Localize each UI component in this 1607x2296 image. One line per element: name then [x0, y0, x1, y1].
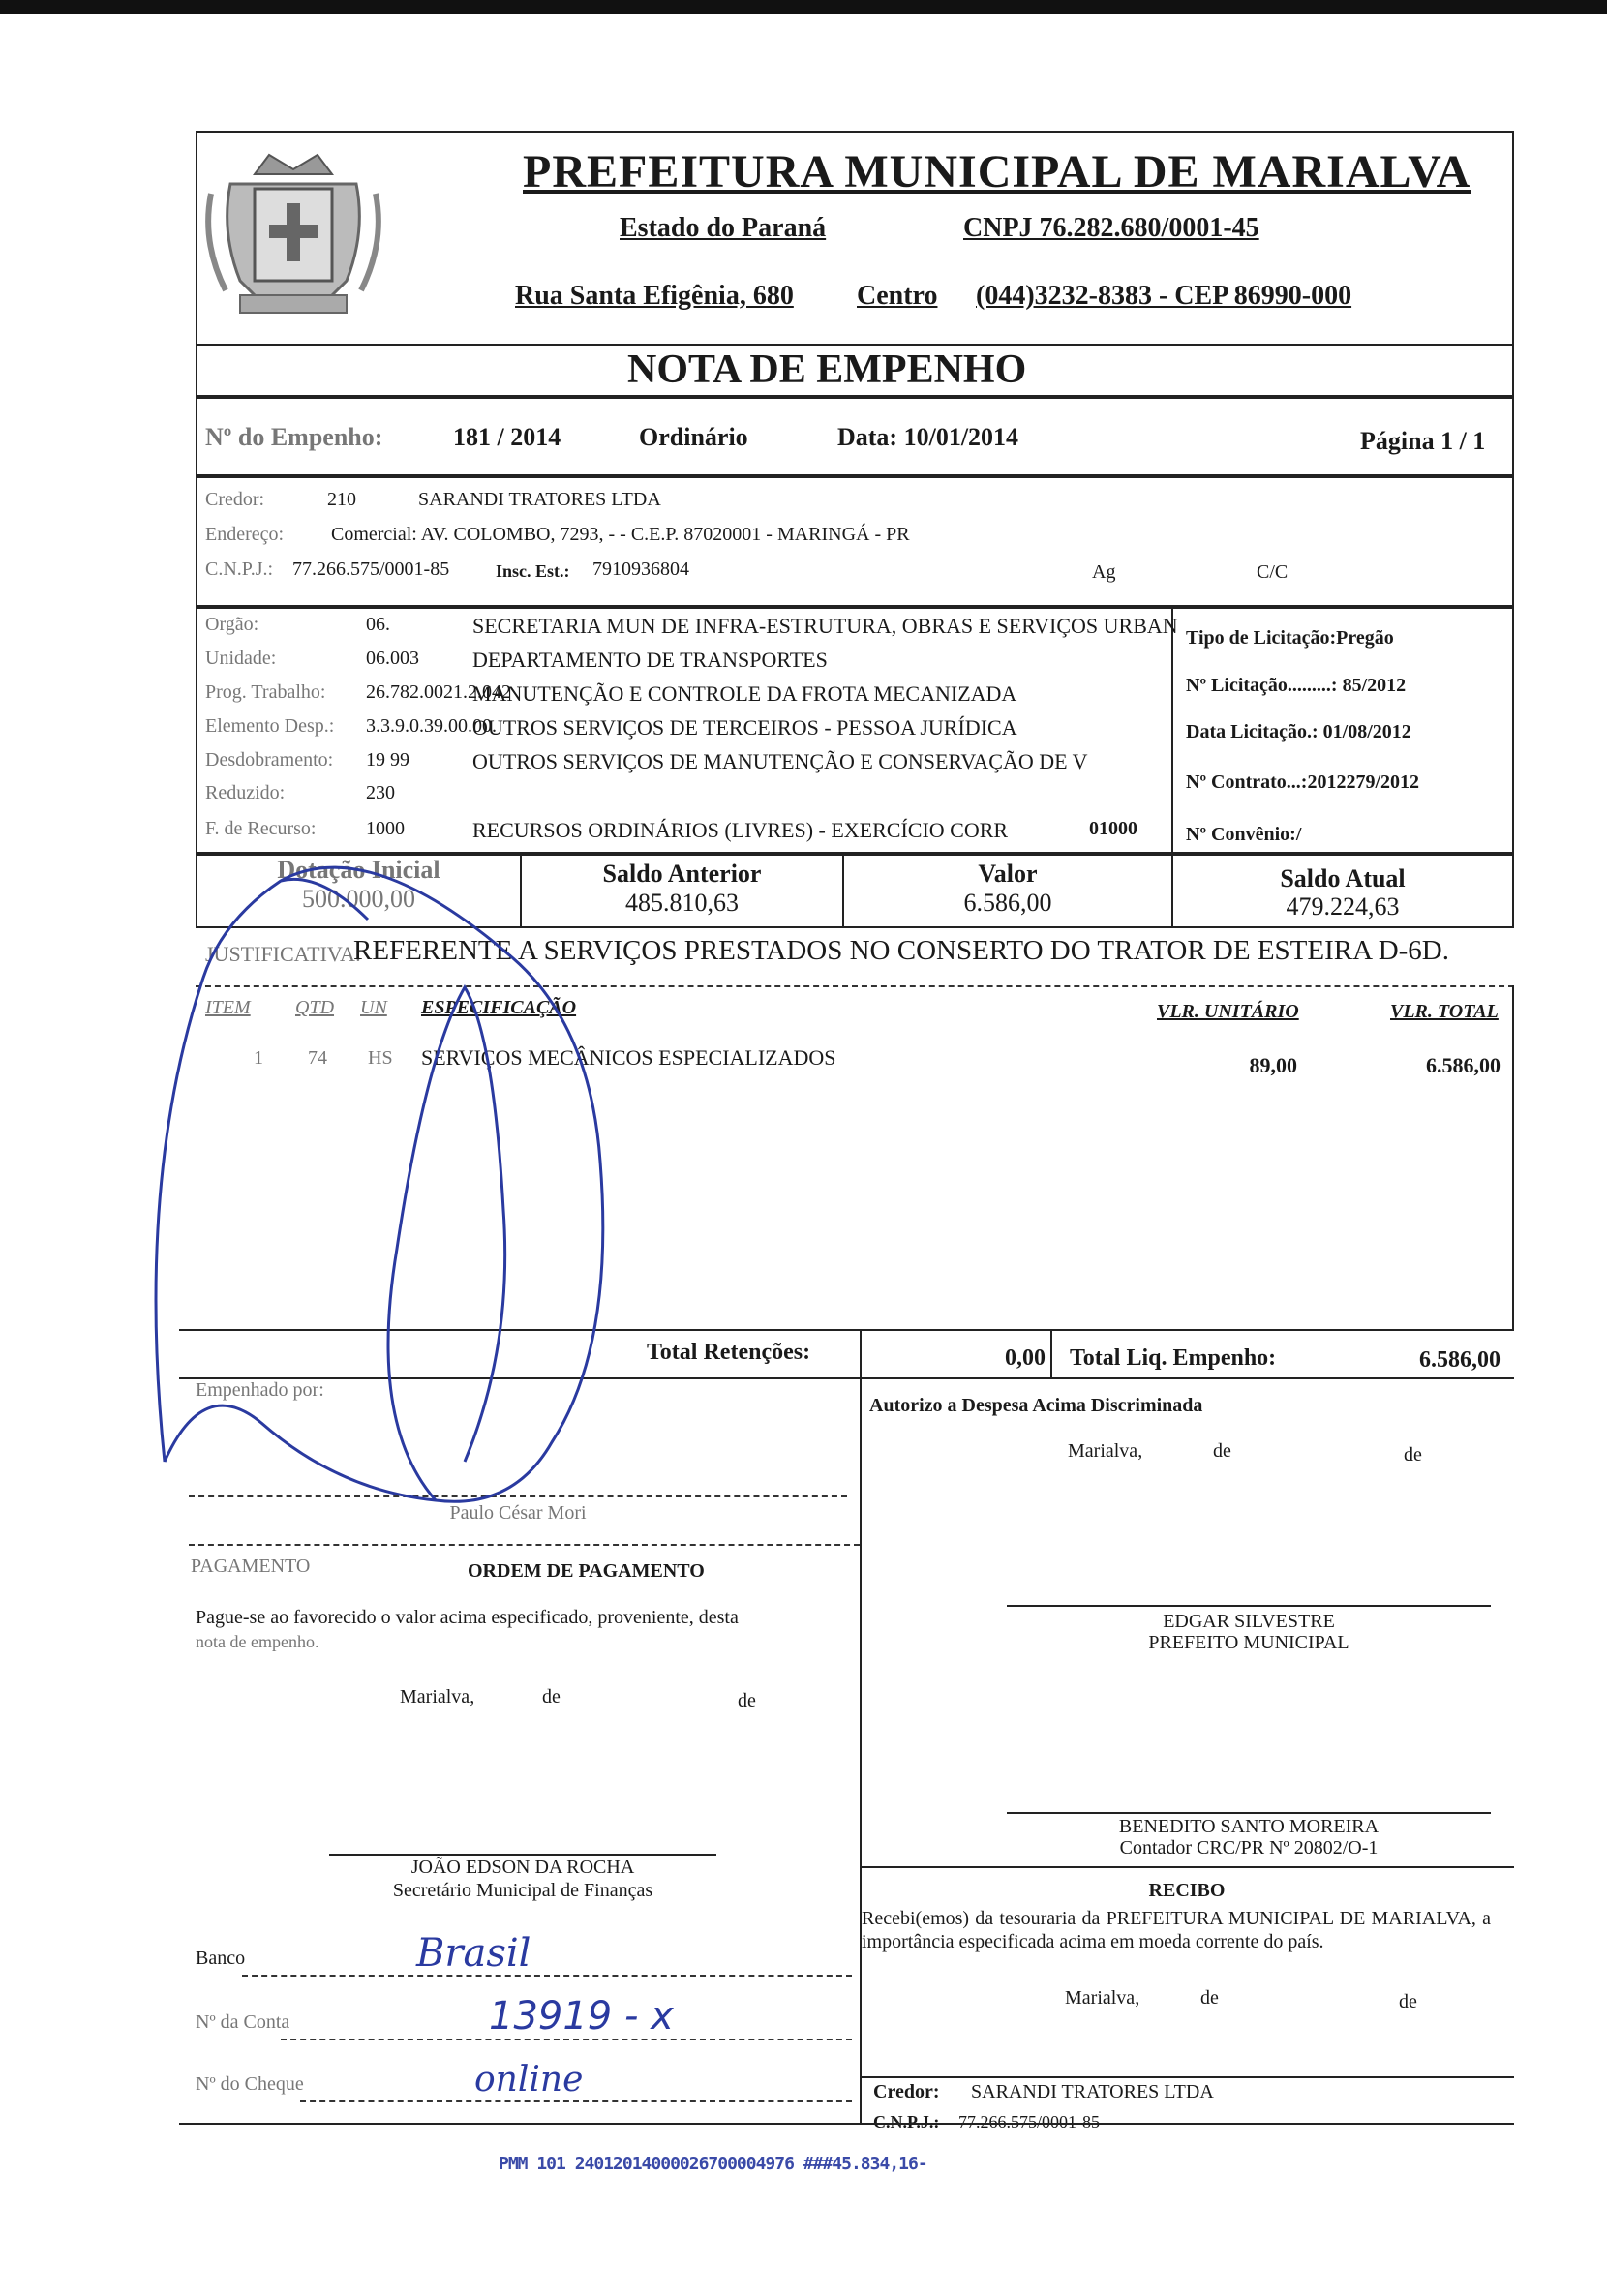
recibo-signature-line — [860, 2076, 1514, 2078]
pagamento-de-2: de — [738, 1690, 756, 1711]
dotacao-code: 1000 — [366, 818, 405, 839]
mechanical-stamp: PMM 101 24012014000026700004976 ###45.834,16- — [499, 2154, 927, 2174]
items-right-edge — [1512, 985, 1514, 1329]
empenhado-name: Paulo César Mori — [449, 1502, 587, 1524]
dotacao-label: Elemento Desp.: — [205, 715, 335, 737]
coat-of-arms-logo — [201, 136, 385, 329]
prefeito-signature-line — [1007, 1605, 1491, 1607]
recibo-cnpj-label: C.N.P.J.: — [873, 2112, 940, 2131]
credor-code: 210 — [327, 489, 356, 510]
pagamento-city: Marialva, — [400, 1686, 475, 1707]
conta-handwriting: 13919 - x — [489, 1994, 674, 2039]
totals-divider-2 — [1050, 1329, 1052, 1377]
handwritten-signature — [145, 842, 745, 1520]
contador-signature-line — [1007, 1812, 1491, 1814]
conta-label: Nº da Conta — [196, 2011, 290, 2033]
col-spec: ESPECIFICAÇÃO — [421, 997, 577, 1018]
row-spec: SERVIÇOS MECÂNICOS ESPECIALIZADOS — [421, 1045, 836, 1070]
address-label: Rua Santa Efigênia, 680 — [515, 281, 794, 311]
signature-stroke-3 — [281, 879, 368, 920]
recibo-de-1: de — [1200, 1987, 1219, 2009]
empenhado-label: Empenhado por: — [196, 1379, 324, 1401]
dotacao-code: 06. — [366, 614, 390, 635]
banco-line — [242, 1975, 852, 1977]
empenho-number-label: Nº do Empenho: — [205, 423, 383, 451]
licitacao-divider — [1171, 607, 1173, 854]
empenho-number: 181 / 2014 — [453, 423, 561, 451]
dotacao-desc: OUTROS SERVIÇOS DE MANUTENÇÃO E CONSERVAÇÃO DE V — [472, 749, 1088, 773]
empenho-type: Ordinário — [639, 423, 748, 451]
page-number: Página 1 / 1 — [1360, 427, 1486, 455]
saldo-atual-value: 479.224,63 — [1286, 892, 1400, 921]
prefeito-role: PREFEITO MUNICIPAL — [1148, 1632, 1349, 1653]
row-total: 6.586,00 — [1426, 1053, 1501, 1077]
recibo-title: RECIBO — [1148, 1880, 1226, 1901]
convenio-number: Nº Convênio:/ — [1186, 824, 1302, 845]
dotacao-code: 26.782.0021.2.042 — [366, 681, 511, 703]
contador-name: BENEDITO SANTO MOREIRA — [1118, 1816, 1380, 1837]
phone-cep-label: (044)3232-8383 - CEP 86990-000 — [976, 281, 1352, 311]
row-unit-price: 89,00 — [1249, 1053, 1297, 1077]
pagamento-top-line — [189, 1544, 860, 1546]
credor-address: Comercial: AV. COLOMBO, 7293, - - C.E.P. 87020001 - MARINGÁ - PR — [331, 524, 910, 545]
row-item: 1 — [254, 1047, 263, 1069]
justificativa-label: JUSTIFICATIVA: — [205, 942, 361, 966]
credor-ie: 7910936804 — [592, 559, 689, 580]
autorizo-city: Marialva, — [1068, 1440, 1143, 1462]
secretario-signature-line — [329, 1854, 716, 1856]
dotacao-label: F. de Recurso: — [205, 818, 317, 839]
contador-role: Contador CRC/PR Nº 20802/O-1 — [1119, 1837, 1379, 1858]
ie-label: Insc. Est.: — [496, 561, 570, 581]
recibo-text: Recebi(emos) da tesouraria da PREFEITURA MUNICIPAL DE MARIALVA, a importância especificada acima em moeda corrente do país. — [862, 1908, 1491, 1952]
banco-label: Banco — [196, 1948, 246, 1969]
licitacao-number: Nº Licitação.........: 85/2012 — [1186, 675, 1407, 696]
dotacao-label: Prog. Trabalho: — [205, 681, 326, 703]
agency-label: Ag — [1092, 561, 1116, 583]
district-label: Centro — [857, 281, 938, 311]
prefeito-name: EDGAR SILVESTRE — [1163, 1611, 1335, 1632]
empenho-date: Data: 10/01/2014 — [837, 423, 1019, 451]
scan-top-edge — [0, 0, 1607, 14]
dotacao-label: Orgão: — [205, 614, 259, 635]
recibo-city: Marialva, — [1065, 1987, 1140, 2009]
licitacao-type: Tipo de Licitação:Pregão — [1186, 627, 1394, 649]
valor-value: 6.586,00 — [963, 889, 1052, 917]
autorizo-title: Autorizo a Despesa Acima Discriminada — [869, 1395, 1203, 1416]
pagamento-text-2: nota de empenho. — [196, 1632, 319, 1651]
dotacao-code: 19 99 — [366, 749, 409, 770]
account-label: C/C — [1257, 561, 1289, 583]
licitacao-date: Data Licitação.: 01/08/2012 — [1186, 721, 1411, 742]
dotacao-code: 3.3.9.0.39.00.00. — [366, 715, 497, 737]
cheque-line — [300, 2100, 852, 2102]
dotacao-label: Unidade: — [205, 648, 277, 669]
recibo-de-2: de — [1399, 1991, 1417, 2012]
credor-name: SARANDI TRATORES LTDA — [418, 489, 661, 510]
retencoes-value: 0,00 — [1005, 1345, 1046, 1371]
dotacao-inicial-label: Dotação Inicial — [277, 856, 440, 884]
total-liquido-value: 6.586,00 — [1419, 1347, 1501, 1373]
dotacao-code: 06.003 — [366, 648, 419, 669]
col-un: UN — [360, 997, 387, 1018]
credor-cnpj-label: C.N.P.J.: — [205, 559, 274, 580]
dotacao-desc: DEPARTAMENTO DE TRANSPORTES — [472, 648, 828, 672]
dotacao-desc: MANUTENÇÃO E CONTROLE DA FROTA MECANIZADA — [472, 681, 1017, 706]
justificativa-text: REFERENTE A SERVIÇOS PRESTADOS NO CONSERTO DO TRATOR DE ESTEIRA D-6D. — [353, 935, 1449, 966]
recibo-top-line — [860, 1866, 1514, 1868]
col-unit-price: VLR. UNITÁRIO — [1157, 1001, 1299, 1022]
signature-stroke-1 — [156, 867, 603, 1501]
state-label: Estado do Paraná — [620, 213, 827, 243]
totals-divider-1 — [860, 1329, 862, 2123]
dotacao-desc: RECURSOS ORDINÁRIOS (LIVRES) - EXERCÍCIO CORR — [472, 818, 1009, 842]
pagamento-de-1: de — [542, 1686, 561, 1707]
autorizo-de-1: de — [1213, 1440, 1231, 1462]
credor-label: Credor: — [205, 489, 265, 510]
valor-label: Valor — [978, 860, 1038, 888]
col-total: VLR. TOTAL — [1390, 1001, 1499, 1022]
dotacao-extra: 01000 — [1089, 818, 1137, 839]
banco-handwriting: Brasil — [416, 1931, 531, 1976]
saldo-atual-label: Saldo Atual — [1280, 864, 1406, 892]
recibo-credor-name: SARANDI TRATORES LTDA — [971, 2081, 1214, 2102]
saldo-anterior-label: Saldo Anterior — [602, 860, 762, 888]
footer-line — [179, 2123, 1514, 2125]
autorizo-de-2: de — [1404, 1444, 1422, 1465]
cheque-label: Nº do Cheque — [196, 2073, 304, 2095]
cnpj-label: CNPJ 76.282.680/0001-45 — [963, 213, 1259, 243]
saldo-anterior-value: 485.810,63 — [625, 889, 739, 917]
conta-line — [281, 2039, 852, 2040]
dotacao-label: Reduzido: — [205, 782, 286, 803]
dotacao-code: 230 — [366, 782, 395, 803]
page-title: PREFEITURA MUNICIPAL DE MARIALVA — [523, 146, 1471, 197]
header-divider — [196, 344, 1514, 346]
recibo-cnpj: 77.266.575/0001-85 — [958, 2112, 1100, 2131]
pagamento-text-1: Pague-se ao favorecido o valor acima especificado, proveniente, desta — [196, 1607, 739, 1628]
total-liquido-label: Total Liq. Empenho: — [1070, 1345, 1277, 1371]
dotacao-desc: SECRETARIA MUN DE INFRA-ESTRUTURA, OBRAS E SERVIÇOS URBAN — [472, 614, 1178, 638]
signature-stroke-2 — [388, 987, 505, 1500]
ordem-pagamento-title: ORDEM DE PAGAMENTO — [468, 1560, 705, 1582]
document-title: NOTA DE EMPENHO — [627, 347, 1027, 392]
credor-cnpj: 77.266.575/0001-85 — [292, 559, 450, 580]
dotacao-desc: OUTROS SERVIÇOS DE TERCEIROS - PESSOA JURÍDICA — [472, 715, 1017, 740]
cheque-handwriting: online — [474, 2060, 584, 2100]
secretario-name: JOÃO EDSON DA ROCHA — [410, 1857, 635, 1878]
row-un: HS — [368, 1047, 393, 1069]
dotacao-inicial-value: 500.000,00 — [302, 885, 415, 913]
retencoes-label: Total Retenções: — [647, 1340, 811, 1365]
address-label: Endereço: — [205, 524, 285, 545]
col-qtd: QTD — [295, 997, 335, 1018]
row-qtd: 74 — [308, 1047, 327, 1069]
col-item: ITEM — [205, 997, 251, 1018]
secretario-role: Secretário Municipal de Finanças — [392, 1880, 653, 1901]
contract-number: Nº Contrato...:2012279/2012 — [1186, 771, 1420, 793]
dotacao-label: Desdobramento: — [205, 749, 334, 770]
recibo-credor-label: Credor: — [873, 2081, 940, 2102]
pagamento-label: PAGAMENTO — [191, 1556, 311, 1577]
